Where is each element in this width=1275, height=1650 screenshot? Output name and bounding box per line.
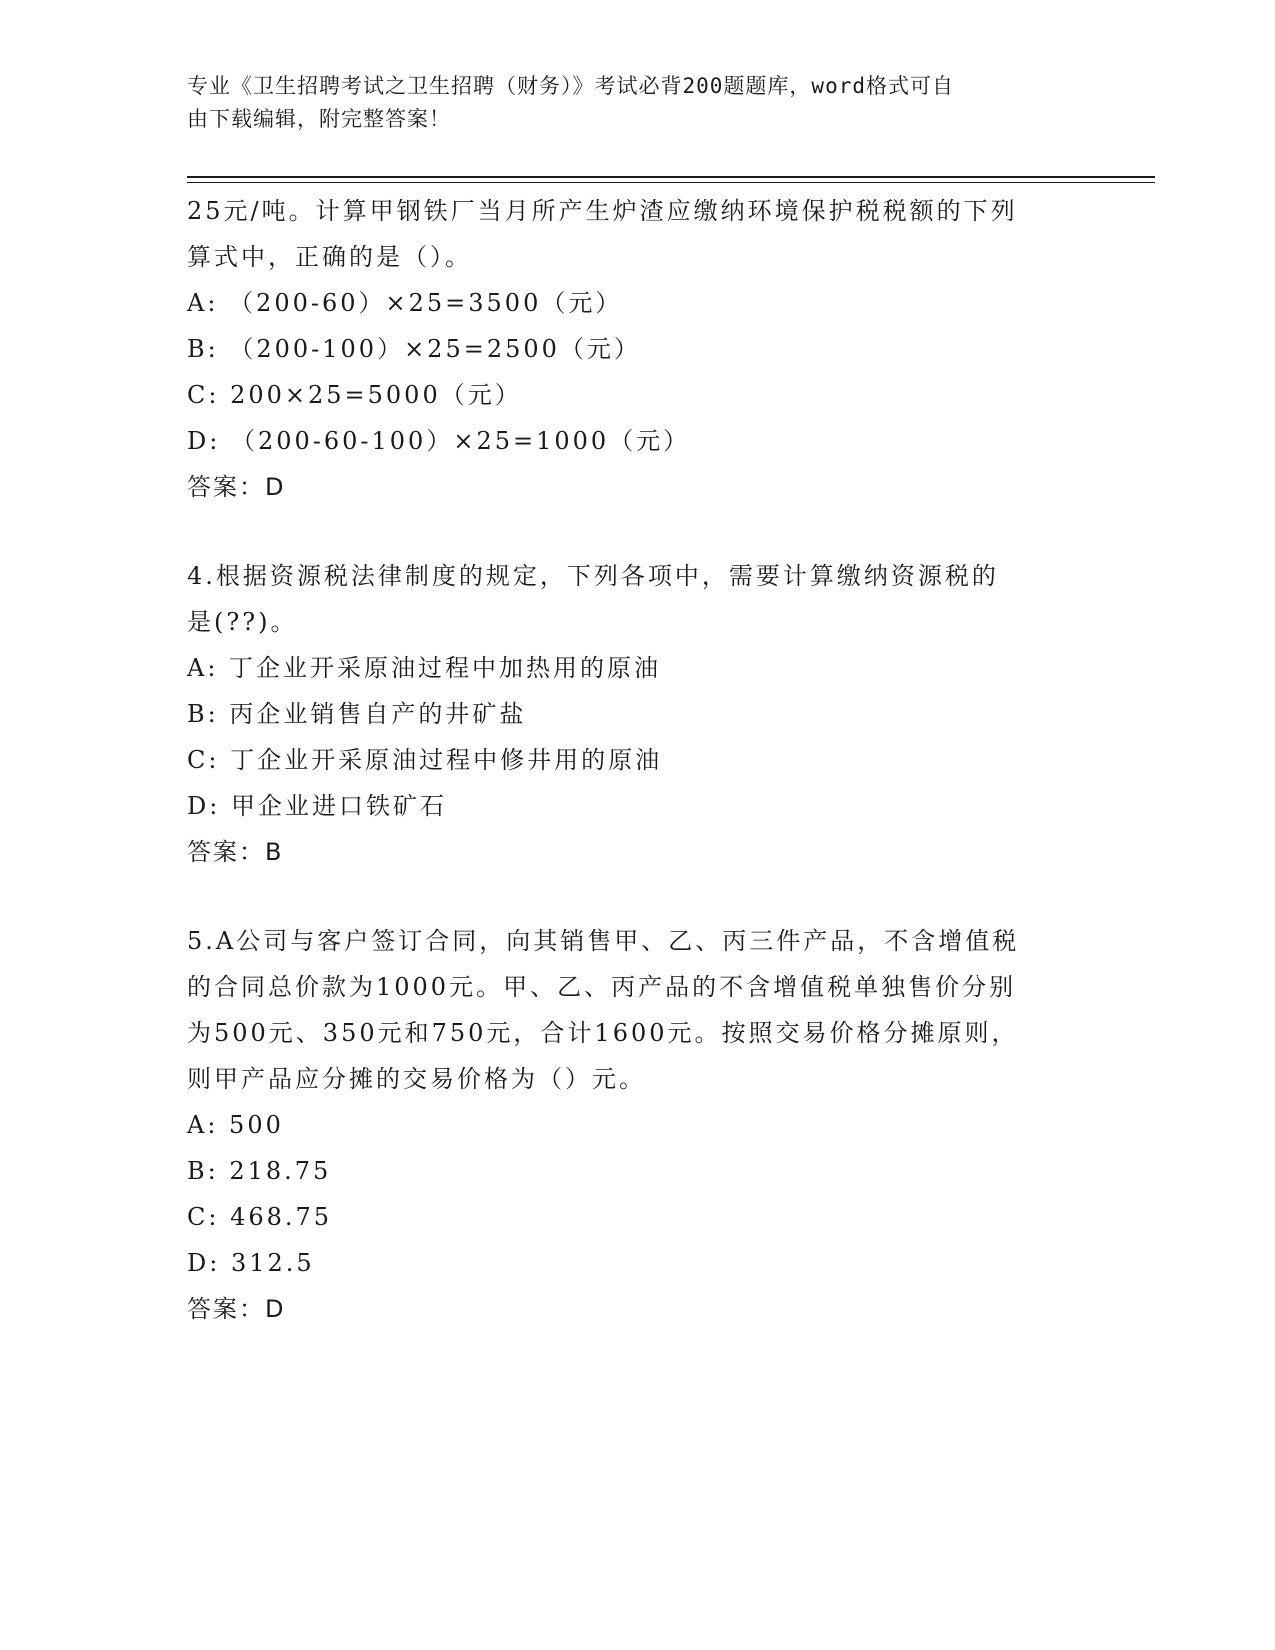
document-header [187, 70, 1087, 136]
question-stem-line: 为500元、350元和750元，合计1600元。按照交易价格分摊原则， [187, 1019, 1019, 1047]
header-divider [187, 176, 1155, 178]
question-stem-line: 25元/吨。计算甲钢铁厂当月所产生炉渣应缴纳环境保护税税额的下列 [187, 197, 1018, 225]
question-stem-line: 4.根据资源税法律制度的规定，下列各项中，需要计算缴纳资源税的 [187, 562, 999, 590]
option-a: A: （200-60）×25=3500（元） [187, 289, 623, 317]
question-block [187, 188, 1087, 510]
option-c: C: 200×25=5000（元） [187, 381, 522, 409]
header-line: 由下载编辑，附完整答案！ [187, 107, 451, 131]
option-c: C: 468.75 [187, 1203, 333, 1231]
question-stem-line: 5.A公司与客户签订合同，向其销售甲、乙、丙三件产品，不含增值税 [187, 927, 1020, 955]
question-list [187, 188, 1087, 1332]
option-d: D: 312.5 [187, 1249, 315, 1277]
option-c: C: 丁企业开采原油过程中修井用的原油 [187, 746, 663, 774]
question-stem-line: 的合同总价款为1000元。甲、乙、丙产品的不含增值税单独售价分别 [187, 973, 1017, 1001]
answer-line: 答案：D [187, 1295, 286, 1323]
option-a: A: 500 [187, 1111, 284, 1139]
question-stem-line: 是(??)。 [187, 608, 298, 636]
question-block [187, 553, 1087, 875]
answer-line: 答案：D [187, 473, 286, 501]
header-divider-thin [187, 182, 1155, 183]
option-d: D: （200-60-100）×25=1000（元） [187, 427, 691, 455]
option-b: B: 丙企业销售自产的井矿盐 [187, 700, 527, 728]
question-stem-line: 则甲产品应分摊的交易价格为（）元。 [187, 1065, 646, 1093]
option-d: D: 甲企业进口铁矿石 [187, 792, 447, 820]
header-line: 专业《卫生招聘考试之卫生招聘（财务）》考试必背200题题库，word格式可自 [187, 74, 954, 98]
option-b: B: （200-100）×25=2500（元） [187, 335, 641, 363]
question-stem-line: 算式中，正确的是（）。 [187, 243, 472, 271]
answer-line: 答案：B [187, 838, 284, 866]
question-block [187, 918, 1087, 1332]
option-a: A: 丁企业开采原油过程中加热用的原油 [187, 654, 662, 682]
option-b: B: 218.75 [187, 1157, 332, 1185]
